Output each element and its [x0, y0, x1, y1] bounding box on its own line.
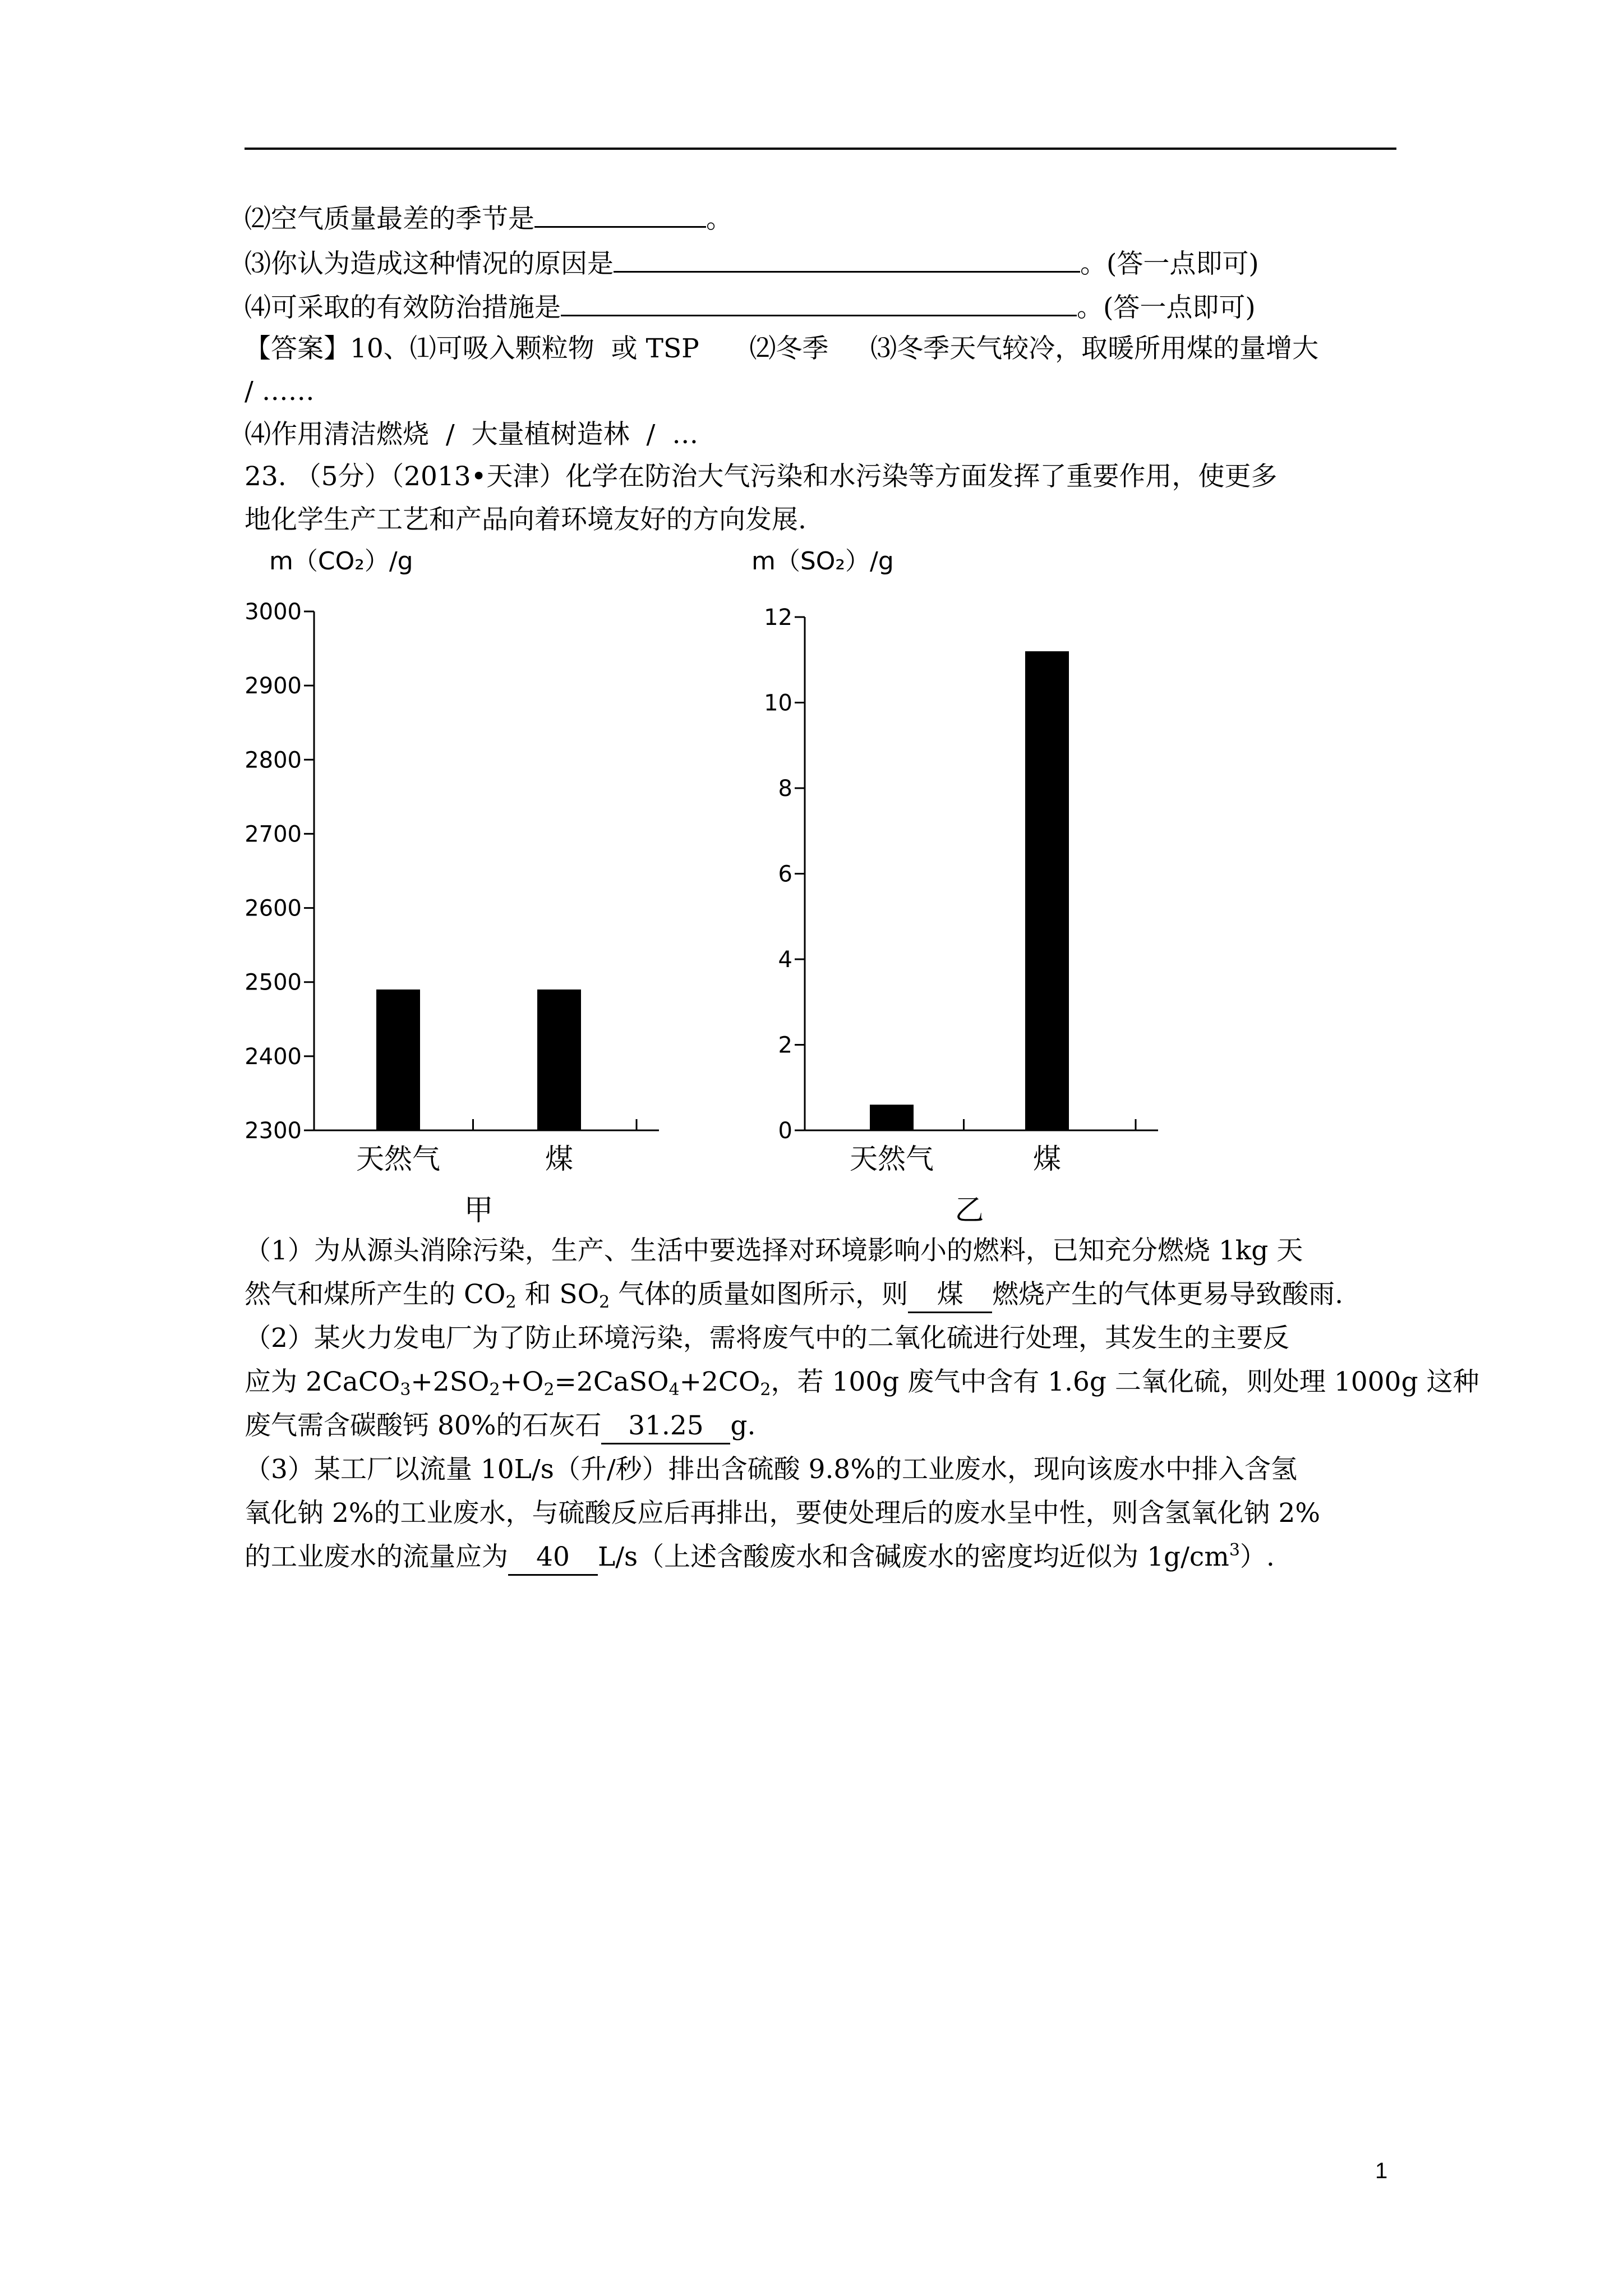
- y-tick-label: 2900: [245, 673, 302, 700]
- y-tick-label: 2400: [245, 1043, 302, 1070]
- so2-bar-chart: [740, 547, 1178, 1237]
- y-tick-label: 12: [764, 605, 792, 631]
- y-axis-label: m（CO₂）/g: [269, 547, 413, 576]
- x-tick-label: 煤: [1033, 1143, 1061, 1175]
- question-4: ⑷可采取的有效防治措施是 。(答一点即可): [245, 289, 1256, 325]
- sub-question-3-line-1: （3）某工厂以流量 10L/s（升/秒）排出含硫酸 9.8%的工业废水，现向该废水中排入含氢: [245, 1454, 1297, 1485]
- header-rule: [245, 148, 1396, 150]
- y-tick-label: 3000: [245, 599, 302, 625]
- bar-1: [1025, 651, 1069, 1130]
- question-2: ⑵空气质量最差的季节是 。: [245, 200, 732, 236]
- co2-bar-chart: [241, 547, 679, 1237]
- answer-fill: 40: [508, 1540, 598, 1576]
- question-23-line-1: 23. （5分）（2013•天津）化学在防治大气污染和水污染等方面发挥了重要作用，使更多: [245, 461, 1278, 492]
- answer-line-2: / ……: [245, 376, 315, 407]
- x-tick-label: 煤: [545, 1143, 573, 1175]
- y-axis-label: m（SO₂）/g: [751, 547, 894, 576]
- y-tick-label: 2300: [245, 1118, 302, 1144]
- bar-0: [376, 990, 420, 1130]
- y-tick-label: 2500: [245, 969, 302, 996]
- bar-1: [537, 990, 581, 1130]
- y-tick-label: 4: [778, 947, 792, 973]
- y-tick-label: 2800: [245, 747, 302, 774]
- y-tick-label: 8: [778, 776, 792, 802]
- sub-question-2-line-2: 应为 $2CaCO_3+2SO_2+O_2=2CaSO_4+2CO_2$，若 100g 废气中含有 1.6g 二氧化硫，则处理 1000g 这种: [245, 1366, 1479, 1400]
- question-3: ⑶你认为造成这种情况的原因是 。(答一点即可): [245, 245, 1259, 281]
- x-tick-label: 天然气: [356, 1143, 440, 1175]
- sub-question-3-line-3: 的工业废水的流量应为 40 L/s（上述含酸废水和含碱废水的密度均近似为 $1g/cm^3$）.: [245, 1540, 1275, 1576]
- y-tick-label: 0: [778, 1118, 792, 1144]
- sub-question-1-line-2: 然气和煤所产生的 $CO_2$ 和 $SO_2$ 气体的质量如图所示，则 煤 燃烧产生的气体更易导致酸雨.: [245, 1279, 1344, 1312]
- y-tick-label: 2: [778, 1032, 792, 1059]
- chart-title: 甲: [464, 1194, 494, 1227]
- sub-question-2-line-1: （2）某火力发电厂为了防止环境污染，需将废气中的二氧化硫进行处理，其发生的主要反: [245, 1323, 1289, 1354]
- y-tick-label: 2700: [245, 821, 302, 848]
- answer-fill: 煤: [908, 1278, 992, 1313]
- sub-question-3-line-2: 氧化钠 2%的工业废水，与硫酸反应后再排出，要使处理后的废水呈中性，则含氢氧化钠 2%: [245, 1498, 1321, 1529]
- x-tick-label: 天然气: [850, 1143, 934, 1175]
- chart-title: 乙: [955, 1194, 984, 1227]
- sub-question-2-line-3: 废气需含碳酸钙 80%的石灰石 31.25 g.: [245, 1409, 755, 1444]
- y-tick-label: 6: [778, 861, 792, 887]
- answer-blank[interactable]: [561, 289, 1077, 316]
- question-23-line-2: 地化学生产工艺和产品向着环境友好的方向发展.: [245, 504, 806, 535]
- answer-line-3: ⑷作用清洁燃烧 / 大量植树造林 / …: [245, 419, 699, 450]
- y-tick-label: 10: [764, 690, 792, 716]
- bar-0: [870, 1105, 914, 1130]
- page-number: 1: [1375, 2159, 1388, 2183]
- answer-fill: 31.25: [601, 1409, 730, 1444]
- answer-line-1: 【答案】10、⑴可吸入颗粒物 或 TSP ⑵冬季 ⑶冬季天气较冷，取暖所用煤的量增大: [245, 333, 1319, 364]
- answer-blank[interactable]: [614, 245, 1080, 273]
- sub-question-1-line-1: （1）为从源头消除污染，生产、生活中要选择对环境影响小的燃料，已知充分燃烧 1kg 天: [245, 1235, 1303, 1266]
- y-tick-label: 2600: [245, 895, 302, 922]
- answer-blank[interactable]: [534, 200, 706, 228]
